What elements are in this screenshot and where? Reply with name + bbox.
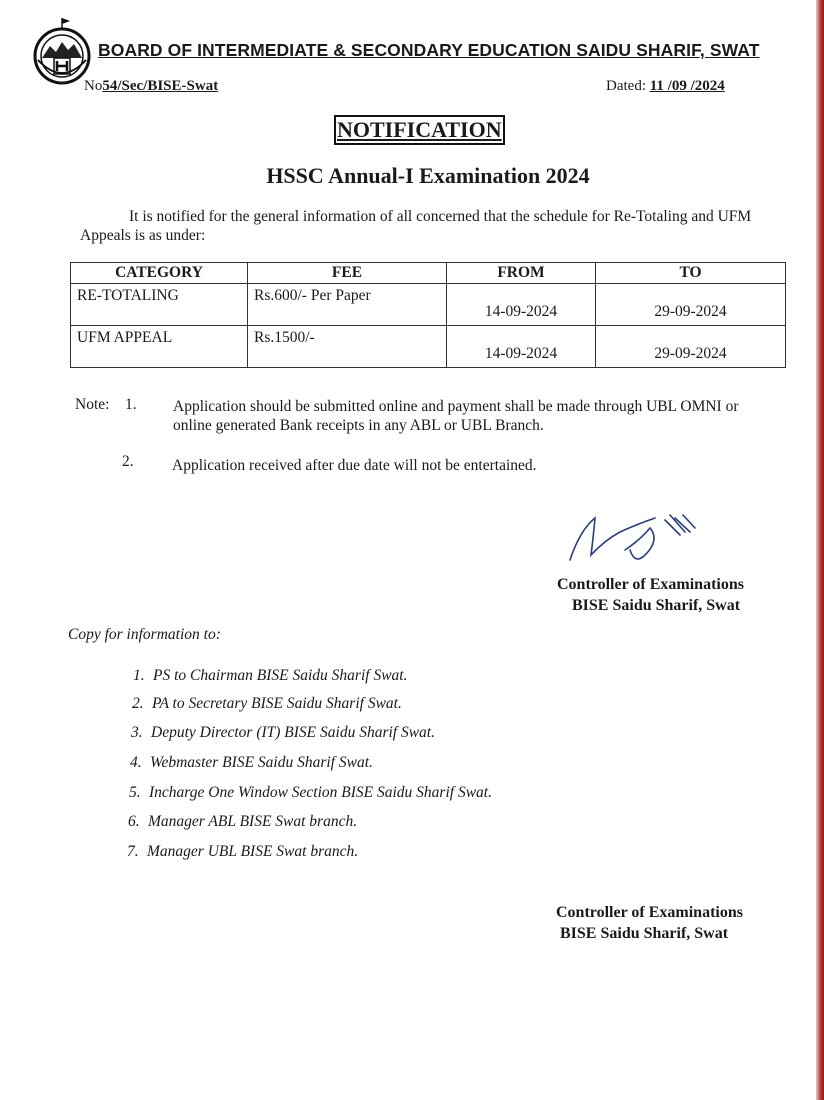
note-number: 2. [122, 453, 134, 470]
note-text: Application received after due date will not be entertained. [172, 457, 537, 474]
dated-value: 11 /09 /2024 [649, 78, 725, 94]
list-item [129, 784, 492, 802]
notification-heading: NOTIFICATION [334, 115, 505, 145]
list-item-text: PA to Secretary BISE Saidu Sharif Swat. [152, 695, 402, 712]
cell-category: UFM APPEAL [71, 326, 248, 368]
header-fee: FEE [248, 263, 447, 284]
list-item-number: 3. [131, 724, 143, 741]
list-item-number: 7. [127, 843, 139, 860]
ref-suffix: /Sec/BISE-Swat [117, 78, 219, 94]
intro-paragraph: It is notified for the general information of all concerned that the schedule for Re-Totaling and UFM Appeals is as under: [80, 208, 752, 244]
copy-title: Copy for information to: [68, 626, 221, 643]
reference-number [84, 78, 218, 95]
note-text: Application should be submitted online and payment shall be made through UBL OMNI or online generated Bank receipts in any ABL or UBL Branch. [173, 398, 739, 434]
cell-to: 29-09-2024 [596, 284, 786, 326]
signatory-office: BISE Saidu Sharif, Swat [560, 925, 729, 942]
list-item-text: Webmaster BISE Saidu Sharif Swat. [150, 754, 373, 771]
list-item [131, 724, 435, 742]
table-header-row [71, 263, 786, 284]
list-item-text: PS to Chairman BISE Saidu Sharif Swat. [153, 667, 408, 684]
list-item [127, 843, 358, 861]
schedule-table [70, 262, 786, 368]
list-item-text: Incharge One Window Section BISE Saidu Sharif Swat. [149, 784, 492, 801]
note-label: Note: [75, 396, 110, 413]
list-item-number: 2. [132, 695, 144, 712]
cell-from: 14-09-2024 [447, 326, 596, 368]
dated-label: Dated: [606, 78, 646, 94]
board-logo [32, 16, 92, 86]
board-name: BOARD OF INTERMEDIATE & SECONDARY EDUCATION SAIDU SHARIF, SWAT [98, 40, 760, 60]
list-item-number: 5. [129, 784, 141, 801]
exam-title: HSSC Annual-I Examination 2024 [266, 163, 590, 188]
note-number: 1. [125, 396, 137, 413]
cell-fee: Rs.600/- Per Paper [248, 284, 447, 326]
cell-to: 29-09-2024 [596, 326, 786, 368]
signatory-office: BISE Saidu Sharif, Swat [572, 597, 741, 614]
list-item [132, 695, 402, 713]
cell-from: 14-09-2024 [447, 284, 596, 326]
table-row [71, 326, 786, 368]
date-line [606, 78, 725, 95]
list-item-text: Deputy Director (IT) BISE Saidu Sharif Swat. [151, 724, 435, 741]
table-row [71, 284, 786, 326]
signatory-block-top [557, 574, 744, 616]
signature-image [565, 510, 715, 580]
list-item-number: 1. [133, 667, 145, 684]
cell-fee: Rs.1500/- [248, 326, 447, 368]
list-item-number: 4. [130, 754, 142, 771]
signatory-block-bottom [556, 902, 743, 944]
list-item [130, 754, 373, 772]
header-category: CATEGORY [71, 263, 248, 284]
ref-number: 54 [102, 78, 118, 94]
header-to: TO [596, 263, 786, 284]
list-item-number: 6. [128, 813, 140, 830]
header-from: FROM [447, 263, 596, 284]
list-item-text: Manager ABL BISE Swat branch. [148, 813, 358, 830]
list-item-text: Manager UBL BISE Swat branch. [147, 843, 359, 860]
signatory-title: Controller of Examinations [557, 576, 744, 593]
ref-prefix: No [84, 78, 103, 94]
list-item [133, 667, 407, 685]
cell-category: RE-TOTALING [71, 284, 248, 326]
signatory-title: Controller of Examinations [556, 904, 743, 921]
list-item [128, 813, 357, 831]
